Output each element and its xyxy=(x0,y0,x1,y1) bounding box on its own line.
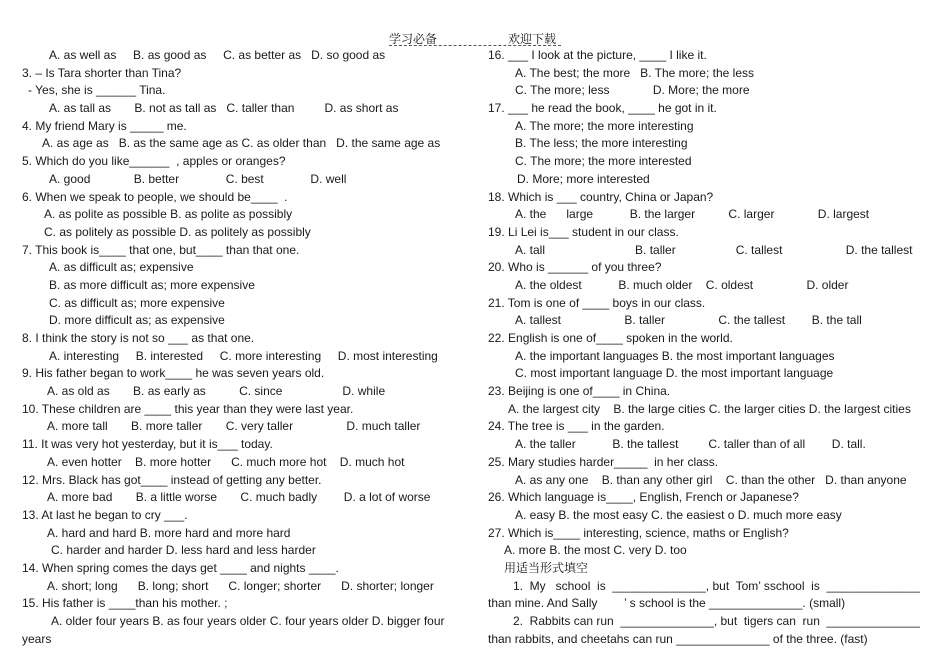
text-line: 2. Rabbits can run ______________, but tigers can run ______________ xyxy=(513,614,920,628)
text-line: 8. I think the story is not so ___ as that one. xyxy=(22,331,255,345)
text-line: 10. These children are ____ this year than they were last year. xyxy=(22,401,354,416)
text-line: A. the oldest B. much older C. oldest D. older xyxy=(515,277,849,292)
text-line: 9. His father began to work____ he was seven years old. xyxy=(22,366,325,381)
text-line: A. as difficult as; expensive xyxy=(49,260,194,275)
text-line: B. as more difficult as; more expensive xyxy=(49,277,255,292)
text-line: 26. Which language is____, English, French or Japanese? xyxy=(488,490,799,505)
page-header xyxy=(0,30,950,48)
text-line: years xyxy=(22,631,52,646)
text-line: 4. My friend Mary is _____ me. xyxy=(22,118,187,133)
text-line: C. as politely as possible D. as politely as possibly xyxy=(44,224,311,239)
text-line: 7. This book is____ that one, but____ than that one. xyxy=(22,242,300,257)
text-line: A. the large B. the larger C. larger D. largest xyxy=(515,207,870,222)
right-column xyxy=(488,47,936,648)
header-right-text: 欢迎下载 xyxy=(508,32,557,46)
text-line: A. as tall as B. not as tall as C. taller than D. as short as xyxy=(49,101,399,116)
left-column xyxy=(22,47,467,648)
text-line: D. more difficult as; as expensive xyxy=(49,313,225,328)
text-line: A. the largest city B. the large cities C. the larger cities D. the largest cities xyxy=(508,401,911,416)
text-line: 5. Which do you like______ , apples or oranges? xyxy=(22,154,286,169)
text-line: A. tall B. taller C. tallest D. the tallest xyxy=(515,242,913,257)
text-line: 21. Tom is one of ____ boys in our class. xyxy=(488,295,706,310)
text-line: A. The best; the more B. The more; the less xyxy=(515,65,755,80)
text-line: 25. Mary studies harder_____ in her class. xyxy=(488,454,719,469)
text-line: A. the important languages B. the most important languages xyxy=(515,348,835,363)
text-line: C. The more; less D. More; the more xyxy=(515,83,750,98)
text-line: B. The less; the more interesting xyxy=(515,136,688,151)
text-line: C. The more; the more interested xyxy=(515,154,692,169)
text-line: C. as difficult as; more expensive xyxy=(49,295,225,310)
text-line: 27. Which is____ interesting, science, maths or English? xyxy=(488,525,789,540)
text-line: 17. ___ he read the book, ____ he got in it. xyxy=(488,101,717,116)
text-line: - Yes, she is ______ Tina. xyxy=(28,83,166,98)
text-line: A. tallest B. taller C. the tallest B. the tall xyxy=(515,313,862,328)
text-line: C. harder and harder D. less hard and less harder xyxy=(51,543,316,558)
text-line: than mine. And Sally ’ s school is the ______________. (small) xyxy=(488,596,846,611)
text-line: 18. Which is ___ country, China or Japan? xyxy=(488,189,714,204)
text-line: 11. It was very hot yesterday, but it is___ today. xyxy=(22,437,273,452)
text-line: 24. The tree is ___ in the garden. xyxy=(488,419,665,434)
text-line: A. even hotter B. more hotter C. much more hot D. much hot xyxy=(47,454,405,469)
text-line: 12. Mrs. Black has got____ instead of getting any better. xyxy=(22,472,322,487)
text-line: 用适当形式填空 xyxy=(504,560,589,575)
text-line: 19. Li Lei is___ student in our class. xyxy=(488,224,679,239)
text-line: A. short; long B. long; short C. longer; shorter D. shorter; longer xyxy=(47,578,434,593)
text-line: A. as any one B. than any other girl C. than the other D. than anyone xyxy=(515,472,907,487)
text-line: A. hard and hard B. more hard and more hard xyxy=(47,525,291,540)
header-left-text: 学习必备 xyxy=(389,32,438,46)
text-line: 3. – Is Tara shorter than Tina? xyxy=(22,65,182,80)
text-line: A. as old as B. as early as C. since D. while xyxy=(47,384,386,399)
text-line: A. interesting B. interested C. more interesting D. most interesting xyxy=(49,348,438,363)
text-line: 1. My school is ______________, but Tom’ sschool is ______________ xyxy=(513,578,920,593)
text-line: A. the taller B. the tallest C. taller than of all D. tall. xyxy=(515,437,866,452)
text-line: 15. His father is ____than his mother. ; xyxy=(22,596,228,611)
text-line: A. good B. better C. best D. well xyxy=(49,171,347,186)
text-line: 23. Beijing is one of____ in China. xyxy=(488,384,671,399)
text-line: 13. At last he began to cry ___. xyxy=(22,507,188,522)
text-line: 22. English is one of____ spoken in the world. xyxy=(488,331,733,345)
text-line: A. more bad B. a little worse C. much badly D. a lot of worse xyxy=(47,490,431,505)
text-line: C. most important language D. the most important language xyxy=(515,366,834,381)
text-line: A. more tall B. more taller C. very taller D. much taller xyxy=(47,419,421,434)
text-line: A. as age as B. as the same age as C. as older than D. the same age as xyxy=(42,136,441,151)
text-line: D. More; more interested xyxy=(517,171,650,186)
text-line: 14. When spring comes the days get ____ and nights ____. xyxy=(22,560,339,575)
text-line: A. easy B. the most easy C. the easiest o D. much more easy xyxy=(515,507,842,522)
text-line: 20. Who is ______ of you three? xyxy=(488,260,662,275)
text-line: A. more B. the most C. very D. too xyxy=(504,543,687,558)
text-line: A. as polite as possible B. as polite as possibly xyxy=(44,207,293,222)
text-line: A. older four years B. as four years older C. four years older D. bigger four xyxy=(51,614,445,628)
text-line: than rabbits, and cheetahs can run ______________ of the three. (fast) xyxy=(488,631,868,646)
text-line: A. as well as B. as good as C. as better as D. so good as xyxy=(49,48,386,62)
header-underline xyxy=(389,45,561,46)
text-line: A. The more; the more interesting xyxy=(515,118,694,133)
text-line: 16. ___ I look at the picture, ____ I like it. xyxy=(488,48,707,62)
text-line: 6. When we speak to people, we should be____ . xyxy=(22,189,288,204)
